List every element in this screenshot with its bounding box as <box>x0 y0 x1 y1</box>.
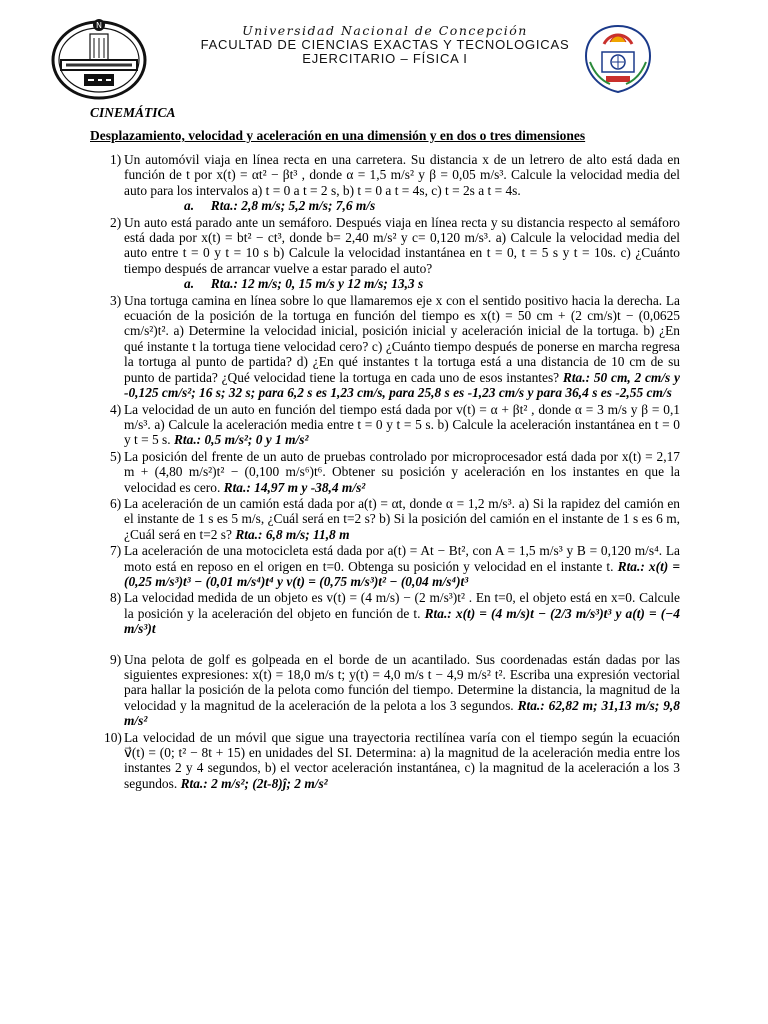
problem-number: 9) <box>110 651 122 667</box>
problem-item <box>90 293 680 401</box>
problem-number: 6) <box>110 495 122 511</box>
problem-answer: Rta.: x(t) = (4 m/s)t − (2/3 m/s³)t³ y a(t) = (−4 m/s³)t <box>124 605 680 637</box>
answer-prefix: a. <box>184 276 195 292</box>
header-text-block <box>150 24 620 66</box>
problem-text: La aceleración de un camión está dada por a(t) = αt, donde α = 1,2 m/s³. a) Si la rapidez del camión en el instante de 1 s es 5 m/s, ¿Cuál será en t=2 s? b) Si la posición del camión en el instante de 1 s es 6 m, ¿Cuál será en t=2 s? <box>124 495 680 542</box>
problem-text: La velocidad de un móvil que sigue una trayectoria rectilínea varía con el tiempo según la ecuación v⃗(t) = (0; t² − 8t + 15) en unidades del SI. Determina: a) la magnitud de la aceleración media entre los instantes 2 y 4 segundos, b) el vector aceleración instantánea, c) la magnitud de la aceleración a los 3 segundos. <box>124 729 680 791</box>
problem-answer: Rta.: 0,5 m/s²; 0 y 1 m/s² <box>173 432 309 448</box>
topic-title: CINEMÁTICA <box>90 105 176 120</box>
problem-text: La aceleración de una motocicleta está dada por a(t) = At − Bt², con A = 1,5 m/s³ y B = 0,120 m/s⁴. La moto está en reposo en el origen en t=0. Obtenga su posición y velocidad en el instante t. <box>124 543 680 574</box>
problem-answer: Rta.: 6,8 m/s; 11,8 m <box>235 526 350 542</box>
problem-answer: Rta.: 14,97 m y -38,4 m/s² <box>223 479 366 495</box>
problem-item <box>90 543 680 589</box>
section-subtitle: Desplazamiento, velocidad y aceleración en una dimensión y en dos o tres dimensiones <box>90 128 586 143</box>
problem-number: 3) <box>110 292 122 308</box>
worksheet-title: EJERCITARIO – FÍSICA I <box>302 51 468 66</box>
university-name: Universidad Nacional de Concepción <box>242 23 528 38</box>
problem-answer: Rta.: 50 cm, 2 cm/s y -0,125 cm/s²; 16 s; 32 s; para 6,2 s es 1,23 cm/s, para 25,8 s es -1,23 cm/s y para 36,4 s es -2,55 cm/s <box>124 369 680 401</box>
problem-number: 5) <box>110 448 122 464</box>
problem-text: Una tortuga camina en línea sobre lo que llamaremos eje x con el sentido positivo hacia la derecha. La ecuación de la posición de la tortuga en función del tiempo es x(t) = 50 cm + (2 cm/s)t − (0,0625 cm/s²)t². a) Determine la velocidad inicial, posición inicial y aceleración inicial de la tortuga. b) ¿En qué instante t la tortuga tiene velocidad cero? c) ¿Cuánto tiempo después de ponerse en marcha regresa la tortuga al punto de partida? d) ¿En qué instantes t la tortuga está a una distancia de 10 cm de su punto de partida? ¿Qué velocidad tiene la tortuga en cada uno de esos instantes? <box>124 292 680 385</box>
problem-answer: Rta.: 12 m/s; 0, 15 m/s y 12 m/s; 13,3 s <box>210 276 424 292</box>
problem-number: 4) <box>110 401 122 417</box>
problem-answer: Rta.: x(t) = (0,25 m/s³)t³ − (0,01 m/s⁴)t⁴ y v(t) = (0,75 m/s³)t² − (0,04 m/s⁴)t³ <box>124 558 680 589</box>
problem-number: 8) <box>110 590 122 606</box>
problem-number: 2) <box>110 214 122 230</box>
university-seal-logo <box>50 16 148 100</box>
problem-answer-line <box>124 198 680 213</box>
problem-text: La velocidad medida de un objeto es v(t) = (4 m/s) − (2 m/s³)t² . En t=0, el objeto está en x=0. Calcule la posición y la aceleración del objeto en función de t. <box>124 590 680 621</box>
problem-item <box>90 730 680 792</box>
problem-text: La velocidad de un auto en función del tiempo está dada por v(t) = α + βt² , donde α = 3 m/s y β = 0,1 m/s³. a) Calcule la aceleración media entre t = 0 y t = 5 s. b) Calcule la aceleración instantánea en t = 0 y t = 5 s. <box>124 401 680 448</box>
answer-prefix: a. <box>184 198 195 214</box>
problem-text: Un auto está parado ante un semáforo. Después viaja en línea recta y su distancia respecto al semáforo está dada por x(t) = bt² − ct³, donde b= 2,40 m/s² y c= 0,120 m/s³. a) Calcule la velocidad media del auto entre t = 0 y t = 10 s b) Calcule la velocidad instantánea en t = 0, t = 5 s y t = 10s. c) ¿Cuánto tiempo después de arrancar vuelve a estar parado el auto? <box>124 214 680 276</box>
problem-item <box>90 215 680 292</box>
problem-item <box>90 496 680 542</box>
problem-item <box>90 449 680 495</box>
problem-text: Un automóvil viaja en línea recta en una carretera. Su distancia x de un letrero de alto está dada en función de t por x(t) = αt² − βt³ , donde α = 1,5 m/s² y β = 0,05 m/s³. Calcule la velocidad media del auto para los intervalos a) t = 0 a t = 2 s, b) t = 0 a t = 4s, c) t = 2s a t = 4s. <box>124 152 680 198</box>
problem-item <box>90 402 680 448</box>
problem-item <box>90 652 680 729</box>
svg-text:N: N <box>96 21 102 30</box>
problem-answer: Rta.: 62,82 m; 31,13 m/s; 9,8 m/s² <box>124 697 680 729</box>
problem-answer-line <box>124 276 680 291</box>
problem-text: La posición del frente de un auto de pruebas controlado por microprocesador está dada por x(t) = 2,17 m + (4,80 m/s²)t² − (0,100 m/s⁶)t⁶. Obtener su posición y aceleración en los instantes en que la velocidad es cero. <box>124 448 680 495</box>
problem-item <box>90 152 680 214</box>
faculty-name: FACULTAD DE CIENCIAS EXACTAS Y TECNOLOGICAS <box>200 37 570 52</box>
problem-item <box>90 590 680 636</box>
problem-number: 10) <box>104 729 122 745</box>
problem-list <box>90 152 680 792</box>
problem-number: 7) <box>110 543 122 559</box>
problem-number: 1) <box>110 152 122 167</box>
faculty-emblem-logo <box>580 22 656 96</box>
problem-answer: Rta.: 2,8 m/s; 5,2 m/s; 7,6 m/s <box>210 198 376 214</box>
problem-text: Una pelota de golf es golpeada en el borde de un acantilado. Sus coordenadas están dadas por las siguientes expresiones: x(t) = 18,0 m/s t; y(t) = 4,0 m/s t − 4,9 m/s² t². Escriba una expresión vectorial para hallar la posición de la pelota como función del tiempo. Determine la distancia, la magnitud de la velocidad y la magnitud de la aceleración de la pelota a los 3 segundos. <box>124 651 680 713</box>
spacer <box>90 638 680 652</box>
problem-answer: Rta.: 2 m/s²; (2t-8)ĵ; 2 m/s² <box>180 775 328 791</box>
document-header <box>0 0 768 100</box>
